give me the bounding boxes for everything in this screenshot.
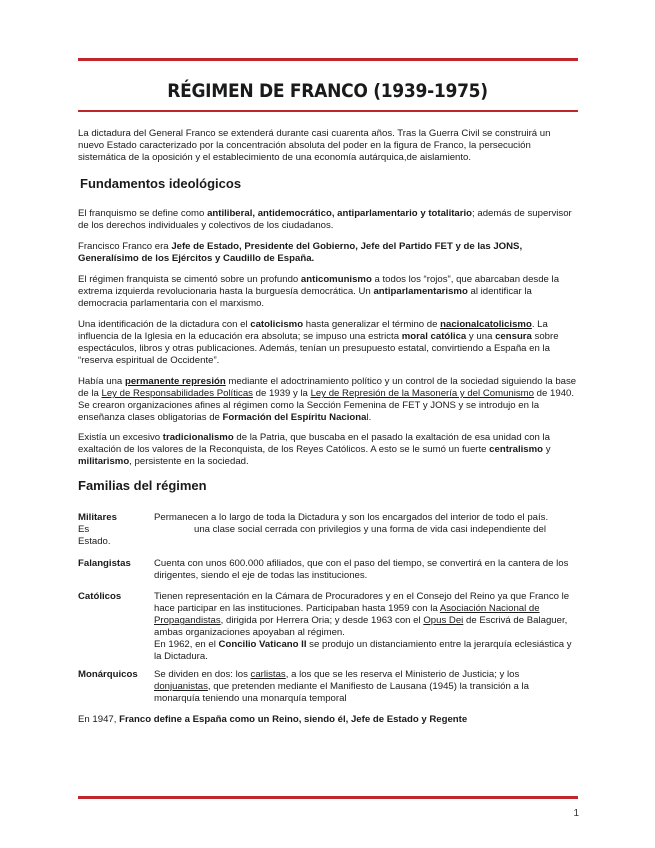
def-militares-es: Es [78,524,90,535]
term-falangistas: Falangistas [78,558,131,569]
link-carlistas[interactable]: carlistas [250,669,286,680]
bottom-rule [78,796,578,799]
term-monarquicos: Monárquicos [78,669,138,680]
term-militares: Militares [78,512,117,523]
link-ley-responsabilidades[interactable]: Ley de Responsabilidades Políticas [101,388,253,399]
paragraph-cargos: Francisco Franco era Jefe de Estado, Presidente del Gobierno, Jefe del Partido FET y de las JONS, Generalísimo de los Ejércitos y Caudillo de España. [78,241,523,264]
paragraph-catolicismo: Una identificación de la dictadura con el catolicismo hasta generalizar el término de nacionalcatolicismo. La influencia de la Iglesia en la educación era absoluta; se impuso una estricta moral católica y una censura sobre espectáculos, libros y otras publicaciones. Además, tenían un presupuesto estatal, convirtiendo a España en la “reserva espiritual de Occidente”. [78,319,559,366]
section-heading-familias: Familias del régimen [78,478,207,493]
section-heading-fundamentos: Fundamentos ideológicos [80,176,242,191]
paragraph-represion: Había una permanente represión mediante el adoctrinamiento político y un control de la sociedad siguiendo la base de la Ley de Responsabilidades Políticas de 1939 y la Ley de Represión de la Masonería y del Comunismo de 1940. Se crearon organizaciones afines al régimen como la Sección Femenina de FET y JONS y se introdujo en la enseñanza clases obligatorias de Formación del Espíritu Nacional. [78,376,577,423]
link-opus-dei[interactable]: Opus Dei [423,615,464,626]
def-falangistas: Cuenta con unos 600.000 afiliados, que con el paso del tiempo, se convertirá en la cantera de los dirigentes, siendo el eje de todas las instituciones. [154,558,569,581]
link-ley-represion[interactable]: Ley de Represión de la Masonería y del Comunismo [310,388,535,399]
link-asociacion-propagandistas[interactable]: Asociación Nacional de Propagandistas [154,603,540,626]
title-underline [78,110,578,112]
paragraph-definicion: El franquismo se define como antiliberal, antidemocrático, antiparlamentario y totalitario; además de supervisor de los derechos individuales y colectivos de los ciudadanos. [78,208,572,231]
def-monarquicos: Se dividen en dos: los carlistas, a los que se les reserva el Ministerio de Justicia; y los donjuanistas, que pretenden mediante el Manifiesto de Lausana (1945) la transición a la monarquía teniendo una monarquía temporal [154,669,529,704]
def-militares-line2: una clase social cerrada con privilegios y una forma de vida casi independiente del [194,524,546,535]
closing-paragraph: En 1947, Franco define a España como un Reino, siendo él, Jefe de Estado y Regente [78,714,468,725]
page-number: 1 [573,808,579,819]
term-catolicos: Católicos [78,591,122,602]
def-catolicos: Tienen representación en la Cámara de Procuradores y en el Consejo del Reino ya que Franco le hace participar en las instituciones. Participaban hasta 1959 con la Asociación Nacional de Propagandistas, dirigida por Herrera Oria; y desde 1963 con el Opus Dei de Escrivá de Balaguer, ambas organizaciones apoyaban al régimen. En 1962, en el Concilio Vaticano II se produjo un distanciamiento entre la jerarquía eclesiástica y la Dictadura. [154,591,572,662]
paragraph-anticomunismo: El régimen franquista se cimentó sobre un profundo anticomunismo a todos los “rojos”, que abarcaban desde la extrema izquierda revolucionaria hasta la burguesía democrática. Un antiparlamentarismo al identificar la democracia parlamentaria con el marxismo. [78,274,560,309]
paragraph-tradicionalismo: Existía un excesivo tradicionalismo de la Patria, que buscaba en el pasado la exaltación de esa unidad con la exaltación de los valores de la Reconquista, de los Reyes Católicos. A esto se le sumó un fuerte centralismo y militarismo, persistente en la sociedad. [78,432,551,467]
intro-paragraph: La dictadura del General Franco se extenderá durante casi cuarenta años. Tras la Guerra Civil se construirá un nuevo Estado caracterizado por la concentración absoluta del poder en la figura de Franco, la persecución sistemática de la oposición y el establecimiento de una economía autárquica,de aislamiento. [78,128,551,163]
def-militares-line1: Permanecen a lo largo de toda la Dictadura y son los encargados del interior de todo el país. [154,512,549,523]
top-rule [78,58,578,61]
link-donjuanistas[interactable]: donjuanistas [154,681,208,692]
def-militares-estado: Estado. [78,536,111,547]
page-title: RÉGIMEN DE FRANCO (1939-1975) [167,80,488,102]
